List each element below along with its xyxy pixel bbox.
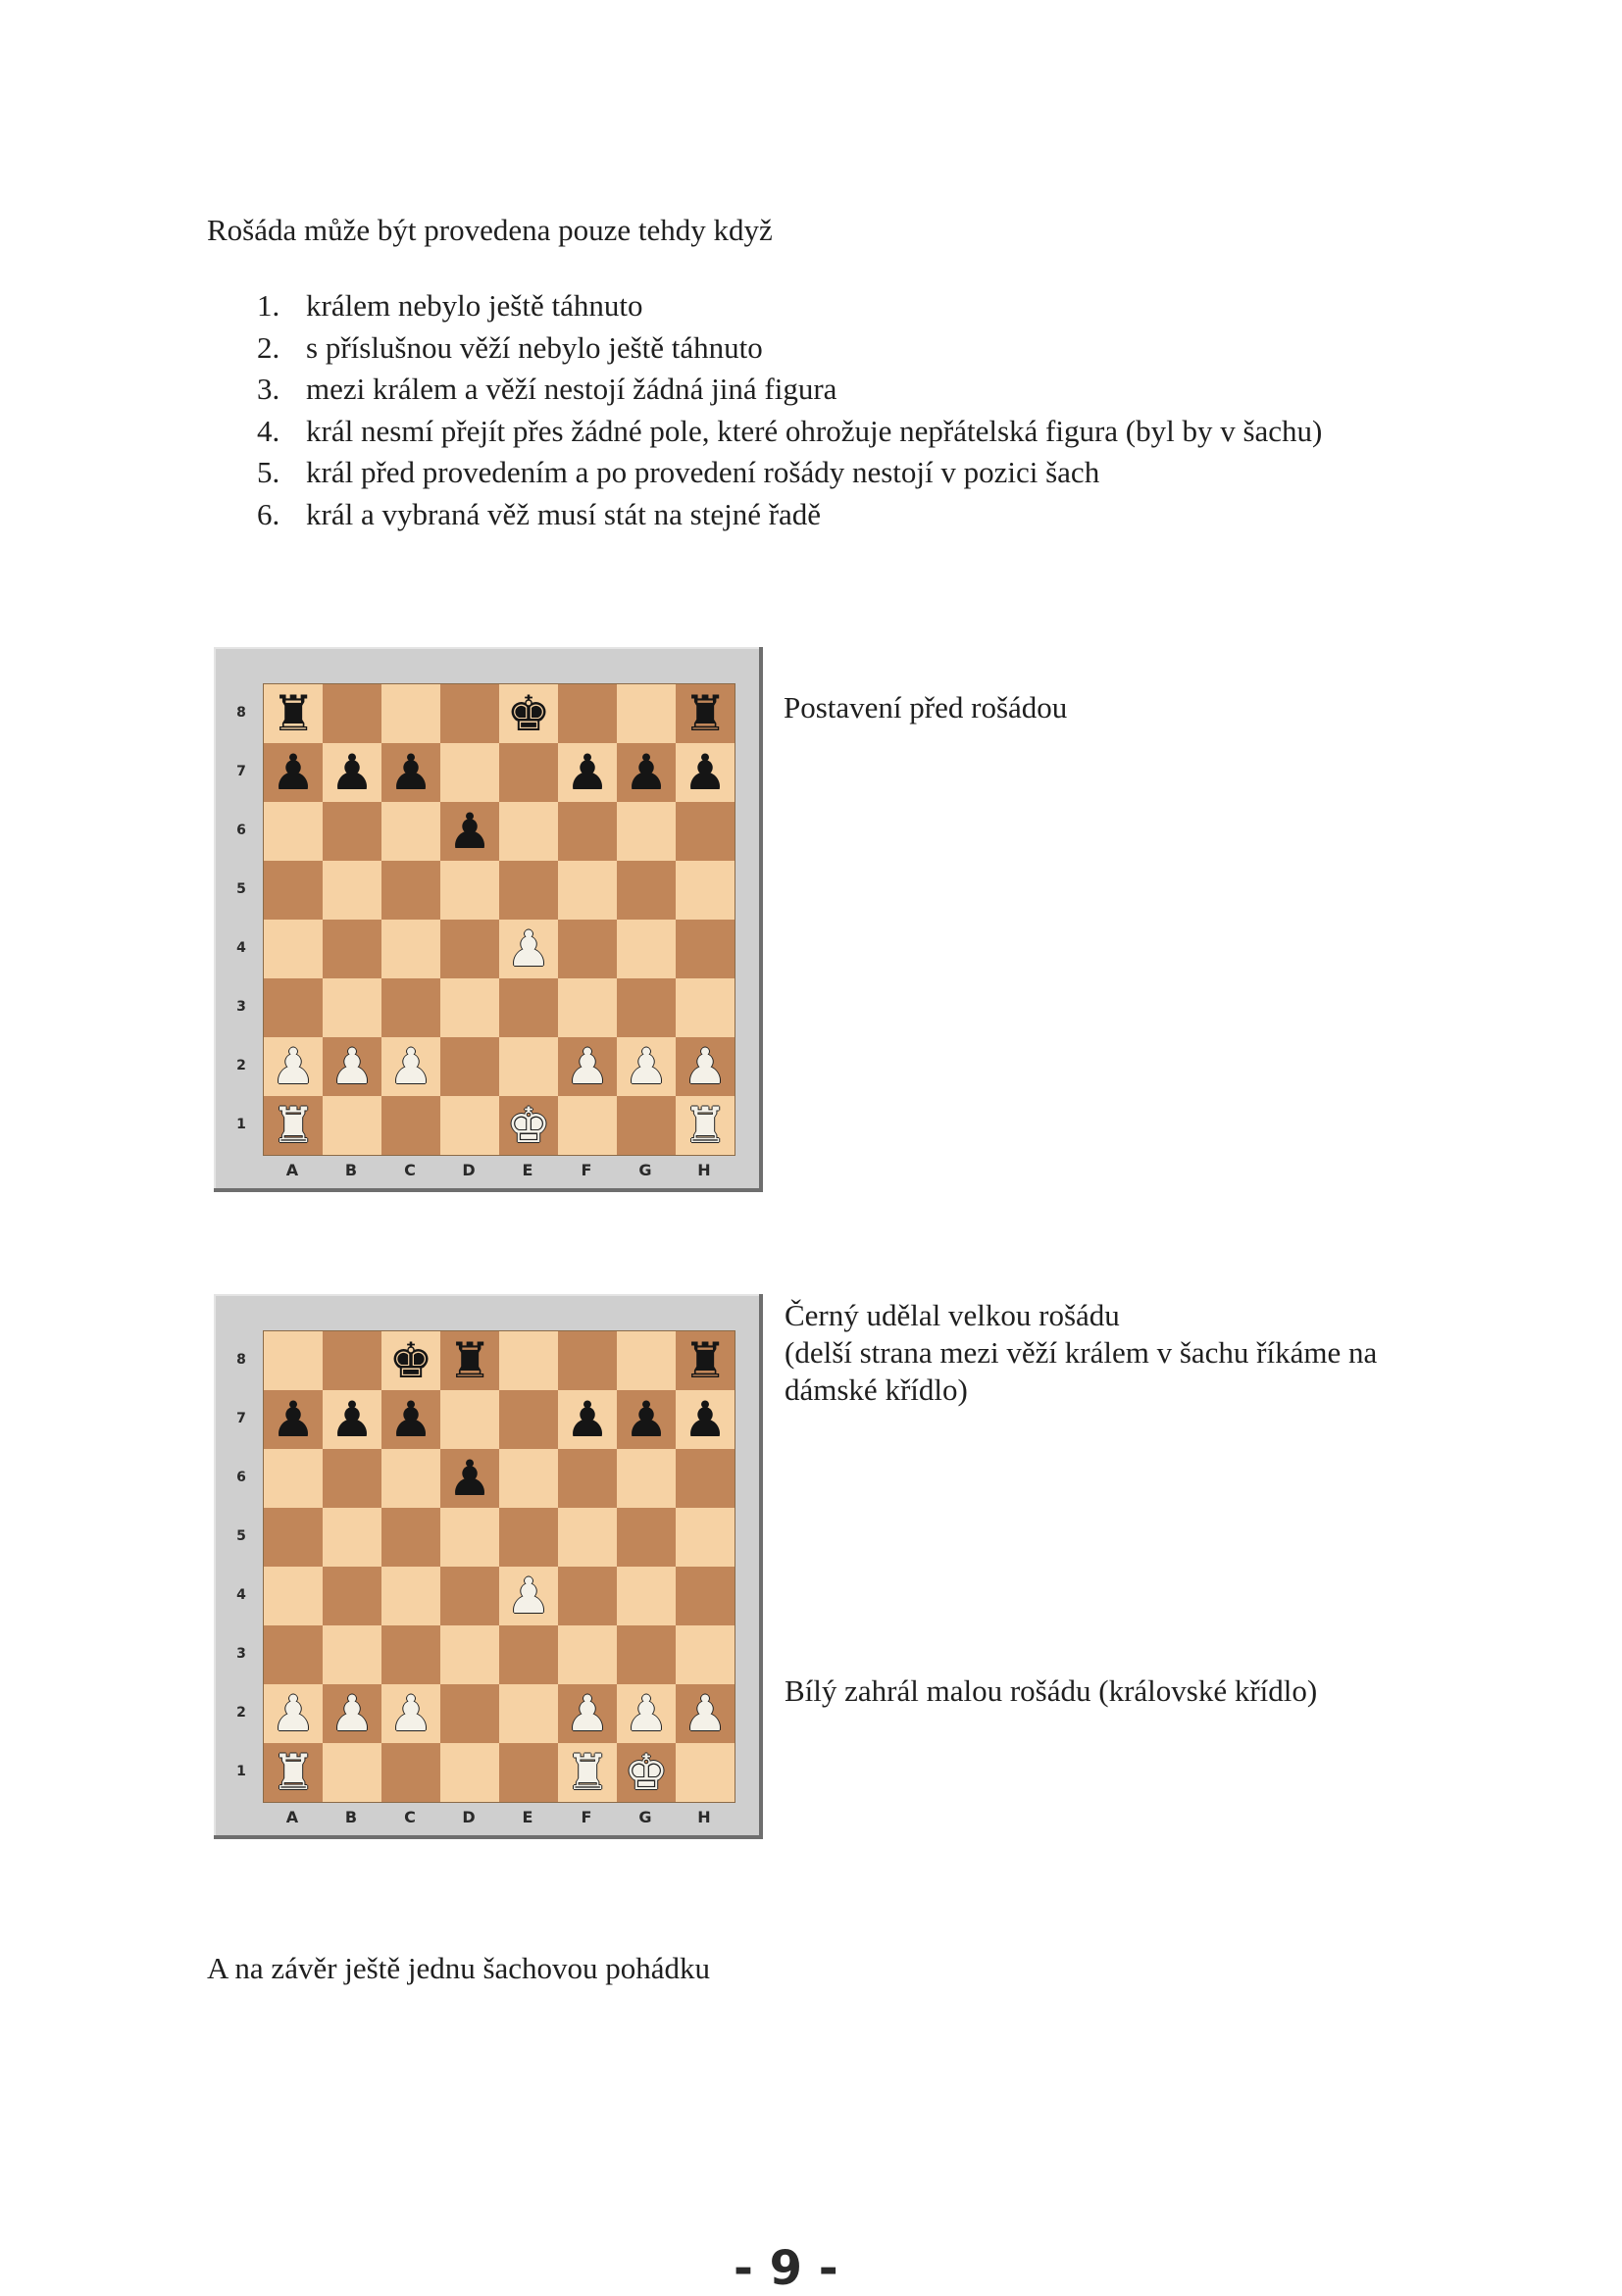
board-square bbox=[617, 1096, 676, 1155]
file-label: F bbox=[581, 1161, 592, 1179]
board-square bbox=[558, 1743, 617, 1802]
board-square bbox=[676, 743, 735, 802]
board-square bbox=[381, 920, 440, 978]
board-square bbox=[499, 1625, 558, 1684]
board-square bbox=[499, 1331, 558, 1390]
board-square bbox=[440, 684, 499, 743]
board-square bbox=[676, 1331, 735, 1390]
board-square bbox=[676, 1684, 735, 1743]
board-square bbox=[558, 861, 617, 920]
board-square bbox=[381, 1684, 440, 1743]
black-pawn-icon: ♟ bbox=[388, 744, 433, 801]
board-square bbox=[264, 1743, 323, 1802]
board-square bbox=[440, 743, 499, 802]
castling-rules-list bbox=[257, 290, 1322, 540]
black-pawn-icon: ♟ bbox=[271, 1391, 316, 1448]
board-square bbox=[323, 1037, 381, 1096]
board-square bbox=[499, 861, 558, 920]
board-square bbox=[499, 1508, 558, 1567]
black-pawn-icon: ♟ bbox=[624, 1391, 669, 1448]
board-square bbox=[676, 1096, 735, 1155]
board-square bbox=[617, 861, 676, 920]
board-square bbox=[381, 1449, 440, 1508]
board-square bbox=[264, 1684, 323, 1743]
board-square bbox=[558, 1390, 617, 1449]
caption-line: dámské křídlo) bbox=[785, 1373, 968, 1407]
white-rook-icon: ♜ bbox=[565, 1744, 610, 1801]
board-square bbox=[323, 1096, 381, 1155]
board-square bbox=[440, 978, 499, 1037]
white-pawn-icon: ♟ bbox=[683, 1038, 728, 1095]
black-rook-icon: ♜ bbox=[683, 685, 728, 742]
board-square bbox=[558, 1449, 617, 1508]
board-square bbox=[264, 1096, 323, 1155]
board-square bbox=[499, 1743, 558, 1802]
black-pawn-icon: ♟ bbox=[329, 744, 375, 801]
file-label: G bbox=[638, 1808, 652, 1826]
list-item bbox=[257, 457, 1322, 499]
board-square bbox=[676, 1508, 735, 1567]
board-square bbox=[381, 1096, 440, 1155]
board-square bbox=[499, 1684, 558, 1743]
white-pawn-icon: ♟ bbox=[565, 1685, 610, 1742]
board-square bbox=[617, 1449, 676, 1508]
black-pawn-icon: ♟ bbox=[447, 803, 492, 860]
board-square bbox=[558, 1096, 617, 1155]
board-square bbox=[617, 978, 676, 1037]
board-square bbox=[676, 920, 735, 978]
board-square bbox=[381, 1508, 440, 1567]
intro-text: Rošáda může být provedena pouze tehdy když bbox=[207, 213, 773, 247]
board-square bbox=[617, 1331, 676, 1390]
board-square bbox=[323, 920, 381, 978]
white-pawn-icon: ♟ bbox=[388, 1685, 433, 1742]
board-square bbox=[323, 978, 381, 1037]
rank-label: 7 bbox=[236, 1411, 246, 1426]
board-square bbox=[676, 1625, 735, 1684]
board-square bbox=[381, 1567, 440, 1625]
board-square bbox=[558, 920, 617, 978]
board-square bbox=[264, 1037, 323, 1096]
board-square bbox=[323, 1684, 381, 1743]
board-square bbox=[617, 802, 676, 861]
black-pawn-icon: ♟ bbox=[683, 744, 728, 801]
board-square bbox=[617, 1508, 676, 1567]
board-square bbox=[264, 684, 323, 743]
board-grid bbox=[263, 683, 735, 1156]
file-label: C bbox=[404, 1161, 416, 1179]
board-square bbox=[440, 1684, 499, 1743]
white-pawn-icon: ♟ bbox=[506, 1568, 551, 1624]
file-label: B bbox=[344, 1808, 358, 1826]
white-rook-icon: ♜ bbox=[683, 1097, 728, 1154]
black-pawn-icon: ♟ bbox=[624, 744, 669, 801]
board-square bbox=[676, 1449, 735, 1508]
list-number: 5. bbox=[257, 455, 280, 489]
rank-label: 3 bbox=[236, 999, 246, 1015]
board-caption-black-castling bbox=[785, 1297, 1377, 1409]
black-king-icon: ♚ bbox=[506, 685, 551, 742]
board-square bbox=[440, 1096, 499, 1155]
board-square bbox=[323, 802, 381, 861]
board-square bbox=[381, 1390, 440, 1449]
board-square bbox=[499, 684, 558, 743]
rank-label: 4 bbox=[236, 940, 246, 956]
list-item bbox=[257, 290, 1322, 332]
board-square bbox=[617, 1684, 676, 1743]
board-square bbox=[617, 743, 676, 802]
board-square bbox=[676, 684, 735, 743]
list-text: mezi králem a věží nestojí žádná jiná figura bbox=[306, 372, 837, 406]
board-square bbox=[264, 920, 323, 978]
board-square bbox=[323, 1508, 381, 1567]
board-square bbox=[558, 1625, 617, 1684]
board-square bbox=[323, 1625, 381, 1684]
rank-label: 6 bbox=[236, 1470, 246, 1485]
file-label: E bbox=[522, 1808, 533, 1826]
board-square bbox=[676, 978, 735, 1037]
board-square bbox=[381, 802, 440, 861]
black-king-icon: ♚ bbox=[388, 1332, 433, 1389]
board-square bbox=[440, 1508, 499, 1567]
board-square bbox=[323, 1449, 381, 1508]
file-label: B bbox=[344, 1161, 358, 1179]
board-square bbox=[558, 743, 617, 802]
rank-label: 5 bbox=[236, 1528, 246, 1544]
board-square bbox=[323, 861, 381, 920]
board-square bbox=[499, 920, 558, 978]
list-number: 2. bbox=[257, 329, 280, 365]
white-pawn-icon: ♟ bbox=[506, 921, 551, 977]
rank-label: 6 bbox=[236, 823, 246, 838]
board-square bbox=[381, 684, 440, 743]
caption-line: Černý udělal velkou rošádu bbox=[785, 1298, 1120, 1332]
board-square bbox=[323, 743, 381, 802]
file-label: H bbox=[697, 1161, 711, 1179]
board-square bbox=[323, 684, 381, 743]
white-king-icon: ♚ bbox=[506, 1097, 551, 1154]
rank-label: 8 bbox=[236, 1352, 246, 1368]
board-square bbox=[381, 1331, 440, 1390]
board-square bbox=[617, 1037, 676, 1096]
rank-label: 7 bbox=[236, 764, 246, 779]
board-square bbox=[440, 861, 499, 920]
list-text: králem nebylo ještě táhnuto bbox=[306, 288, 643, 323]
board-square bbox=[617, 1390, 676, 1449]
board-square bbox=[264, 1567, 323, 1625]
file-label: F bbox=[581, 1808, 592, 1826]
rank-label: 8 bbox=[236, 705, 246, 721]
board-square bbox=[440, 1567, 499, 1625]
board-square bbox=[381, 861, 440, 920]
file-label: D bbox=[462, 1161, 476, 1179]
rank-label: 2 bbox=[236, 1705, 246, 1721]
black-pawn-icon: ♟ bbox=[565, 744, 610, 801]
list-item bbox=[257, 496, 1322, 541]
black-pawn-icon: ♟ bbox=[683, 1391, 728, 1448]
caption-line: (delší strana mezi věží králem v šachu říkáme na bbox=[785, 1335, 1378, 1370]
list-number: 4. bbox=[257, 413, 280, 448]
white-pawn-icon: ♟ bbox=[271, 1038, 316, 1095]
list-text: král před provedením a po provedení rošády nestojí v pozici šach bbox=[306, 455, 1100, 489]
white-rook-icon: ♜ bbox=[271, 1744, 316, 1801]
board-square bbox=[381, 1743, 440, 1802]
page-number: - 9 - bbox=[734, 2241, 838, 2296]
board-square bbox=[440, 802, 499, 861]
file-label: E bbox=[522, 1161, 533, 1179]
white-king-icon: ♚ bbox=[624, 1744, 669, 1801]
board-caption-before: Postavení před rošádou bbox=[784, 690, 1068, 724]
board-square bbox=[323, 1743, 381, 1802]
black-pawn-icon: ♟ bbox=[271, 744, 316, 801]
board-square bbox=[499, 802, 558, 861]
board-grid bbox=[263, 1330, 735, 1803]
black-pawn-icon: ♟ bbox=[329, 1391, 375, 1448]
board-square bbox=[499, 743, 558, 802]
white-rook-icon: ♜ bbox=[271, 1097, 316, 1154]
file-label: A bbox=[285, 1808, 299, 1826]
board-square bbox=[440, 1743, 499, 1802]
list-number: 6. bbox=[257, 496, 280, 531]
board-square bbox=[264, 1331, 323, 1390]
white-pawn-icon: ♟ bbox=[329, 1038, 375, 1095]
board-square bbox=[676, 1743, 735, 1802]
list-item bbox=[257, 374, 1322, 416]
board-square bbox=[323, 1567, 381, 1625]
board-square bbox=[676, 1567, 735, 1625]
board-square bbox=[381, 1037, 440, 1096]
list-text: s příslušnou věží nebylo ještě táhnuto bbox=[306, 329, 763, 365]
board-square bbox=[264, 1625, 323, 1684]
board-square bbox=[676, 861, 735, 920]
rank-label: 1 bbox=[236, 1117, 246, 1132]
rank-label: 1 bbox=[236, 1764, 246, 1779]
board-caption-white-castling: Bílý zahrál malou rošádu (královské křídlo) bbox=[785, 1673, 1318, 1708]
board-square bbox=[558, 978, 617, 1037]
rank-label: 4 bbox=[236, 1587, 246, 1603]
board-square bbox=[499, 978, 558, 1037]
board-square bbox=[264, 861, 323, 920]
file-label: C bbox=[404, 1808, 416, 1826]
board-square bbox=[264, 978, 323, 1037]
board-square bbox=[676, 1037, 735, 1096]
board-square bbox=[558, 1567, 617, 1625]
board-square bbox=[617, 1743, 676, 1802]
white-pawn-icon: ♟ bbox=[271, 1685, 316, 1742]
list-number: 3. bbox=[257, 372, 280, 406]
board-square bbox=[440, 1037, 499, 1096]
file-label: D bbox=[462, 1808, 476, 1826]
board-square bbox=[558, 1331, 617, 1390]
board-square bbox=[499, 1390, 558, 1449]
black-pawn-icon: ♟ bbox=[447, 1450, 492, 1507]
list-item bbox=[257, 329, 1322, 374]
board-square bbox=[264, 743, 323, 802]
black-rook-icon: ♜ bbox=[683, 1332, 728, 1389]
list-text: král a vybraná věž musí stát na stejné řadě bbox=[306, 496, 822, 531]
white-pawn-icon: ♟ bbox=[565, 1038, 610, 1095]
white-pawn-icon: ♟ bbox=[624, 1685, 669, 1742]
black-rook-icon: ♜ bbox=[447, 1332, 492, 1389]
board-square bbox=[499, 1096, 558, 1155]
white-pawn-icon: ♟ bbox=[624, 1038, 669, 1095]
board-square bbox=[264, 1390, 323, 1449]
board-square bbox=[440, 1449, 499, 1508]
board-square bbox=[617, 1567, 676, 1625]
board-square bbox=[440, 1331, 499, 1390]
board-square bbox=[676, 1390, 735, 1449]
rank-label: 3 bbox=[236, 1646, 246, 1662]
board-square bbox=[558, 684, 617, 743]
board-square bbox=[264, 1508, 323, 1567]
board-square bbox=[617, 920, 676, 978]
rank-label: 5 bbox=[236, 881, 246, 897]
board-square bbox=[558, 1684, 617, 1743]
black-pawn-icon: ♟ bbox=[565, 1391, 610, 1448]
board-square bbox=[617, 1625, 676, 1684]
list-text: král nesmí přejít přes žádné pole, které ohrožuje nepřátelská figura (byl by v šachu) bbox=[306, 413, 1323, 448]
chessboard-after-castling bbox=[214, 1294, 763, 1839]
board-square bbox=[558, 1037, 617, 1096]
board-square bbox=[323, 1390, 381, 1449]
board-square bbox=[617, 684, 676, 743]
board-square bbox=[264, 802, 323, 861]
black-rook-icon: ♜ bbox=[271, 685, 316, 742]
file-label: G bbox=[638, 1161, 652, 1179]
list-item bbox=[257, 413, 1323, 458]
white-pawn-icon: ♟ bbox=[683, 1685, 728, 1742]
closing-text: A na závěr ještě jednu šachovou pohádku bbox=[207, 1951, 711, 1985]
black-pawn-icon: ♟ bbox=[388, 1391, 433, 1448]
white-pawn-icon: ♟ bbox=[329, 1685, 375, 1742]
board-square bbox=[499, 1567, 558, 1625]
board-square bbox=[381, 743, 440, 802]
board-square bbox=[264, 1449, 323, 1508]
board-square bbox=[323, 1331, 381, 1390]
file-label: A bbox=[285, 1161, 299, 1179]
board-square bbox=[440, 920, 499, 978]
rank-label: 2 bbox=[236, 1058, 246, 1073]
list-number: 1. bbox=[257, 288, 280, 323]
file-label: H bbox=[697, 1808, 711, 1826]
board-square bbox=[381, 978, 440, 1037]
board-square bbox=[676, 802, 735, 861]
white-pawn-icon: ♟ bbox=[388, 1038, 433, 1095]
board-square bbox=[440, 1625, 499, 1684]
board-square bbox=[558, 1508, 617, 1567]
board-square bbox=[440, 1390, 499, 1449]
board-square bbox=[499, 1037, 558, 1096]
board-square bbox=[381, 1625, 440, 1684]
board-square bbox=[558, 802, 617, 861]
board-square bbox=[499, 1449, 558, 1508]
chessboard-before-castling bbox=[214, 647, 763, 1192]
